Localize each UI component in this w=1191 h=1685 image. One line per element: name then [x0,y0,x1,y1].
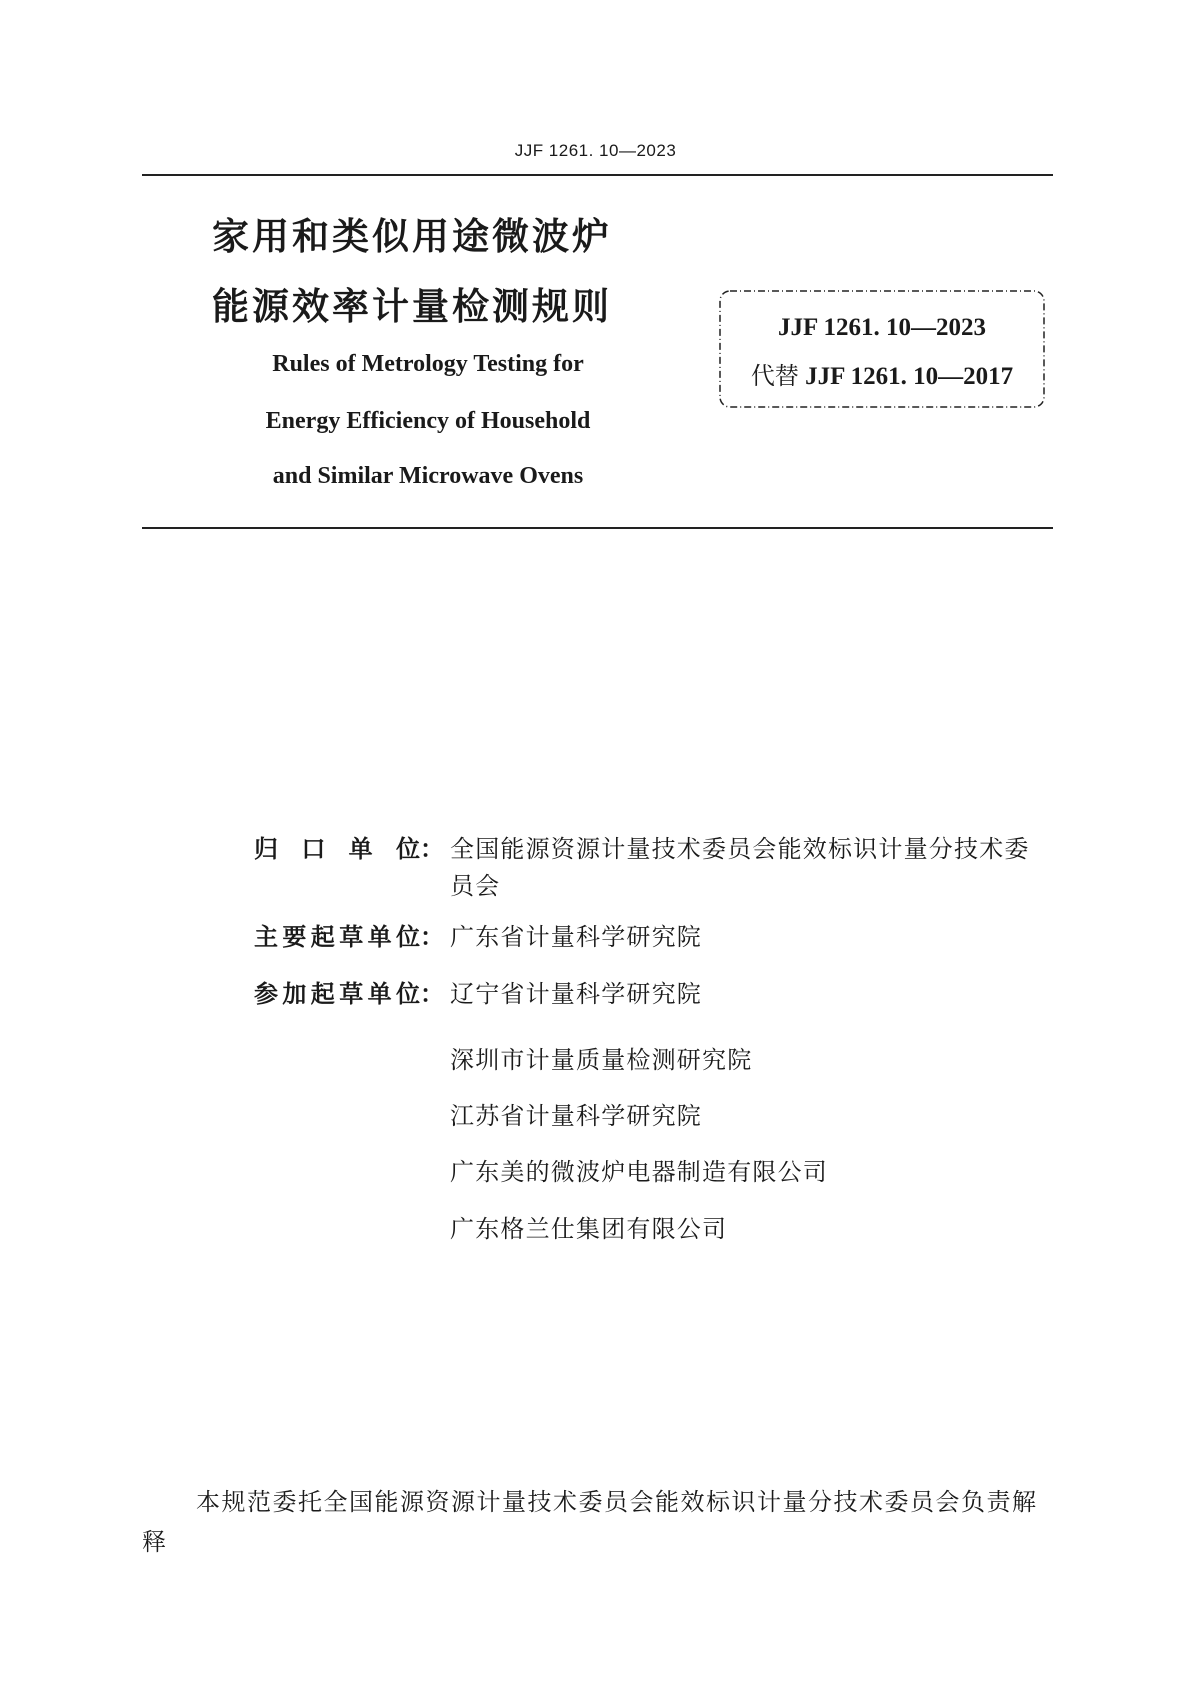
title-divider [142,527,1053,529]
participant-value: 辽宁省计量科学研究院 [450,980,702,1008]
participant-label-wrap [254,976,446,1013]
responsible-unit-label-wrap [254,831,446,868]
responsible-unit-value: 全国能源资源计量技术委员会能效标识计量分技术委员会 [450,835,1030,900]
title-cn-line-1: 家用和类似用途微波炉 [212,215,612,258]
colon: ： [420,923,444,951]
participant-item: 广东美的微波炉电器制造有限公司 [450,1158,828,1186]
title-cn-line-2: 能源效率计量检测规则 [212,285,612,328]
replace-prefix: 代替 [750,362,799,390]
participant-item: 广东格兰仕集团有限公司 [450,1215,728,1243]
responsible-unit-label: 归口单位 [254,835,420,863]
code-box [716,287,1048,411]
main-drafter-label: 主要起草单位 [254,923,420,951]
header-document-code: JJF 1261. 10—2023 [514,141,677,160]
participant-item: 深圳市计量质量检测研究院 [450,1046,753,1074]
title-en-line-1: Rules of Metrology Testing for [272,351,584,377]
title-en-line-3: and Similar Microwave Ovens [272,463,584,489]
header-divider [142,174,1053,176]
colon: ： [420,835,444,863]
replaced-standard [716,356,1048,391]
participant-item: 江苏省计量科学研究院 [450,1102,702,1130]
colon: ： [420,980,444,1008]
main-drafter-value: 广东省计量科学研究院 [450,923,702,951]
title-en-line-2: Energy Efficiency of Household [265,408,591,434]
replaced-code: JJF 1261. 10—2017 [805,363,1014,390]
standard-code: JJF 1261. 10—2023 [777,314,987,341]
participant-label: 参加起草单位 [254,980,420,1008]
main-drafter-label-wrap [254,919,446,956]
interpretation-note: 本规范委托全国能源资源计量技术委员会能效标识计量分技术委员会负责解释 [142,1488,1038,1556]
decorative-border [716,287,1048,411]
